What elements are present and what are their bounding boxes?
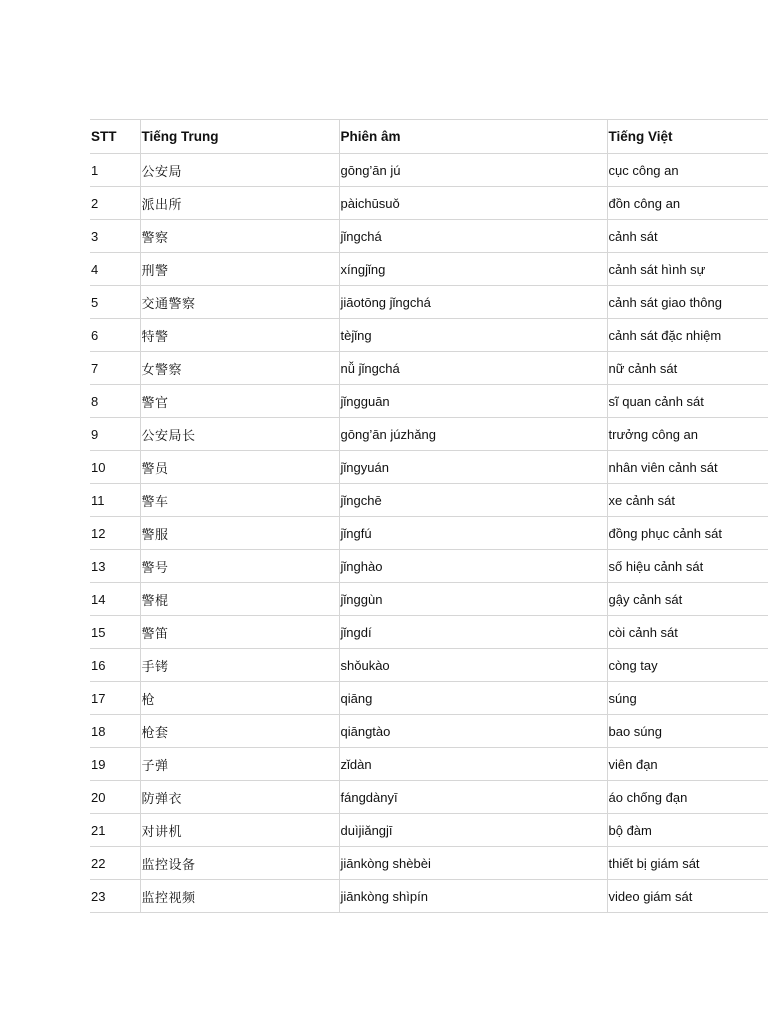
cell-pinyin: zǐdàn: [339, 748, 607, 781]
cell-vietnamese: còng tay: [607, 649, 768, 682]
table-header-row: [90, 120, 768, 154]
cell-pinyin: jiāotōng jǐngchá: [339, 286, 607, 319]
cell-pinyin: gōng’ān júzhǎng: [339, 418, 607, 451]
table-row: [90, 154, 768, 187]
cell-vietnamese: trưởng công an: [607, 418, 768, 451]
table-row: [90, 847, 768, 880]
cell-vietnamese: cảnh sát giao thông: [607, 286, 768, 319]
cell-vietnamese: cảnh sát: [607, 220, 768, 253]
cell-chinese: 枪套: [140, 715, 339, 748]
cell-vietnamese: nữ cảnh sát: [607, 352, 768, 385]
table-row: [90, 286, 768, 319]
cell-chinese: 警察: [140, 220, 339, 253]
cell-chinese: 子弹: [140, 748, 339, 781]
table-row: [90, 484, 768, 517]
cell-vietnamese: video giám sát: [607, 880, 768, 913]
cell-stt: 16: [90, 649, 140, 682]
cell-vietnamese: bao súng: [607, 715, 768, 748]
header-pinyin: Phiên âm: [339, 120, 607, 154]
cell-stt: 23: [90, 880, 140, 913]
cell-stt: 18: [90, 715, 140, 748]
cell-stt: 14: [90, 583, 140, 616]
cell-pinyin: xíngjǐng: [339, 253, 607, 286]
cell-chinese: 警员: [140, 451, 339, 484]
table-row: [90, 220, 768, 253]
table-row: [90, 583, 768, 616]
cell-chinese: 刑警: [140, 253, 339, 286]
cell-chinese: 警车: [140, 484, 339, 517]
cell-pinyin: jǐngyuán: [339, 451, 607, 484]
table-row: [90, 517, 768, 550]
cell-pinyin: duìjiǎngjī: [339, 814, 607, 847]
header-stt: STT: [90, 120, 140, 154]
cell-chinese: 对讲机: [140, 814, 339, 847]
cell-chinese: 特警: [140, 319, 339, 352]
cell-vietnamese: bộ đàm: [607, 814, 768, 847]
cell-vietnamese: thiết bị giám sát: [607, 847, 768, 880]
cell-chinese: 监控视频: [140, 880, 339, 913]
cell-vietnamese: súng: [607, 682, 768, 715]
table-row: [90, 616, 768, 649]
cell-stt: 17: [90, 682, 140, 715]
table-row: [90, 814, 768, 847]
cell-pinyin: jǐnggùn: [339, 583, 607, 616]
cell-pinyin: gōng’ān jú: [339, 154, 607, 187]
cell-pinyin: jǐngchá: [339, 220, 607, 253]
cell-vietnamese: viên đạn: [607, 748, 768, 781]
cell-pinyin: nǚ jǐngchá: [339, 352, 607, 385]
table-row: [90, 352, 768, 385]
cell-stt: 6: [90, 319, 140, 352]
cell-vietnamese: nhân viên cảnh sát: [607, 451, 768, 484]
cell-chinese: 女警察: [140, 352, 339, 385]
cell-chinese: 派出所: [140, 187, 339, 220]
cell-chinese: 警号: [140, 550, 339, 583]
cell-vietnamese: cảnh sát đặc nhiệm: [607, 319, 768, 352]
cell-vietnamese: sĩ quan cảnh sát: [607, 385, 768, 418]
cell-stt: 2: [90, 187, 140, 220]
cell-stt: 3: [90, 220, 140, 253]
cell-stt: 11: [90, 484, 140, 517]
cell-stt: 22: [90, 847, 140, 880]
cell-pinyin: qiāng: [339, 682, 607, 715]
table-row: [90, 385, 768, 418]
table-row: [90, 418, 768, 451]
cell-vietnamese: cảnh sát hình sự: [607, 253, 768, 286]
cell-pinyin: jǐngdí: [339, 616, 607, 649]
cell-pinyin: shǒukào: [339, 649, 607, 682]
cell-pinyin: tèjǐng: [339, 319, 607, 352]
cell-stt: 4: [90, 253, 140, 286]
cell-chinese: 警服: [140, 517, 339, 550]
cell-stt: 20: [90, 781, 140, 814]
cell-chinese: 警笛: [140, 616, 339, 649]
table-row: [90, 781, 768, 814]
cell-vietnamese: số hiệu cảnh sát: [607, 550, 768, 583]
cell-pinyin: jǐngguān: [339, 385, 607, 418]
table-row: [90, 649, 768, 682]
table-row: [90, 682, 768, 715]
table-row: [90, 187, 768, 220]
cell-chinese: 警棍: [140, 583, 339, 616]
cell-pinyin: pàichūsuǒ: [339, 187, 607, 220]
cell-stt: 5: [90, 286, 140, 319]
cell-vietnamese: áo chống đạn: [607, 781, 768, 814]
table-row: [90, 715, 768, 748]
cell-stt: 13: [90, 550, 140, 583]
cell-stt: 1: [90, 154, 140, 187]
cell-stt: 7: [90, 352, 140, 385]
cell-pinyin: jǐnghào: [339, 550, 607, 583]
cell-chinese: 公安局: [140, 154, 339, 187]
vocabulary-table: [90, 119, 768, 913]
cell-vietnamese: gậy cảnh sát: [607, 583, 768, 616]
cell-pinyin: jǐngchē: [339, 484, 607, 517]
cell-chinese: 警官: [140, 385, 339, 418]
cell-pinyin: jǐngfú: [339, 517, 607, 550]
cell-chinese: 监控设备: [140, 847, 339, 880]
cell-pinyin: qiāngtào: [339, 715, 607, 748]
cell-chinese: 公安局长: [140, 418, 339, 451]
cell-chinese: 交通警察: [140, 286, 339, 319]
table-row: [90, 451, 768, 484]
cell-chinese: 手铐: [140, 649, 339, 682]
cell-stt: 10: [90, 451, 140, 484]
cell-vietnamese: xe cảnh sát: [607, 484, 768, 517]
cell-stt: 19: [90, 748, 140, 781]
table-row: [90, 550, 768, 583]
cell-vietnamese: còi cảnh sát: [607, 616, 768, 649]
cell-stt: 12: [90, 517, 140, 550]
cell-chinese: 防弹衣: [140, 781, 339, 814]
header-vietnamese: Tiếng Việt: [607, 120, 768, 154]
table-row: [90, 748, 768, 781]
header-chinese: Tiếng Trung: [140, 120, 339, 154]
cell-chinese: 枪: [140, 682, 339, 715]
cell-vietnamese: đồng phục cảnh sát: [607, 517, 768, 550]
table-row: [90, 880, 768, 913]
cell-pinyin: jiānkòng shèbèi: [339, 847, 607, 880]
cell-vietnamese: đồn công an: [607, 187, 768, 220]
cell-pinyin: fángdànyī: [339, 781, 607, 814]
cell-stt: 8: [90, 385, 140, 418]
cell-stt: 15: [90, 616, 140, 649]
cell-stt: 21: [90, 814, 140, 847]
cell-stt: 9: [90, 418, 140, 451]
table-row: [90, 319, 768, 352]
table-row: [90, 253, 768, 286]
cell-pinyin: jiānkòng shìpín: [339, 880, 607, 913]
cell-vietnamese: cục công an: [607, 154, 768, 187]
